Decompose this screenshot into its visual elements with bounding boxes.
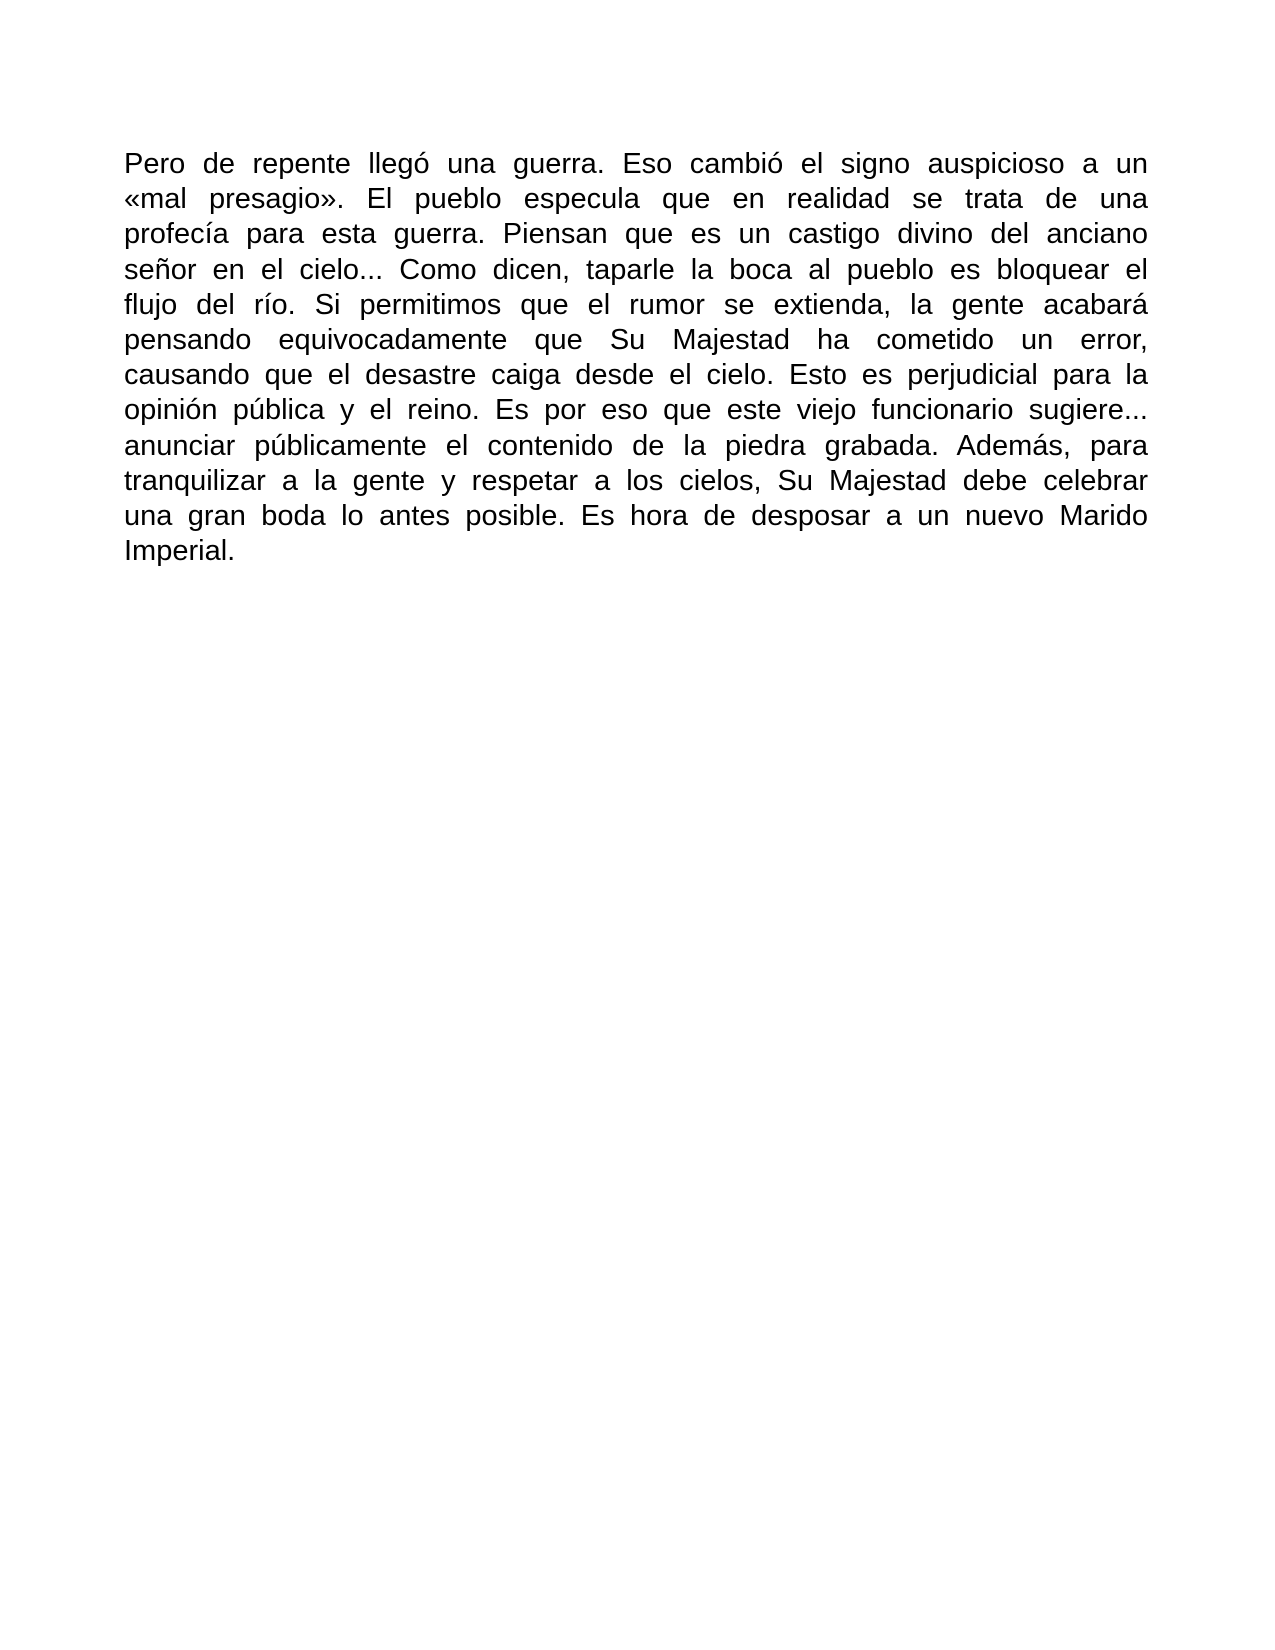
paragraph-line: Imperial. [124,535,236,568]
paragraph-line: profecía para esta guerra. Piensan que es un castigo divino del anciano [124,218,1148,251]
paragraph-line: flujo del río. Si permitimos que el rumor se extienda, la gente acabará [124,288,1148,321]
body-paragraph [124,147,1148,569]
paragraph-line: una gran boda lo antes posible. Es hora de desposar a un nuevo Marido [124,500,1148,533]
paragraph-line: tranquilizar a la gente y respetar a los cielos, Su Majestad debe celebrar [124,464,1148,497]
paragraph-line: opinión pública y el reino. Es por eso que este viejo funcionario sugiere... [124,394,1148,427]
paragraph-line: anunciar públicamente el contenido de la piedra grabada. Además, para [124,429,1148,462]
paragraph-line: «mal presagio». El pueblo especula que en realidad se trata de una [124,183,1148,216]
paragraph-line: causando que el desastre caiga desde el cielo. Esto es perjudicial para la [124,359,1148,392]
paragraph-line: pensando equivocadamente que Su Majestad ha cometido un error, [124,324,1148,357]
paragraph-line: señor en el cielo... Como dicen, taparle la boca al pueblo es bloquear el [124,253,1148,286]
paragraph-line: Pero de repente llegó una guerra. Eso cambió el signo auspicioso a un [124,148,1148,180]
